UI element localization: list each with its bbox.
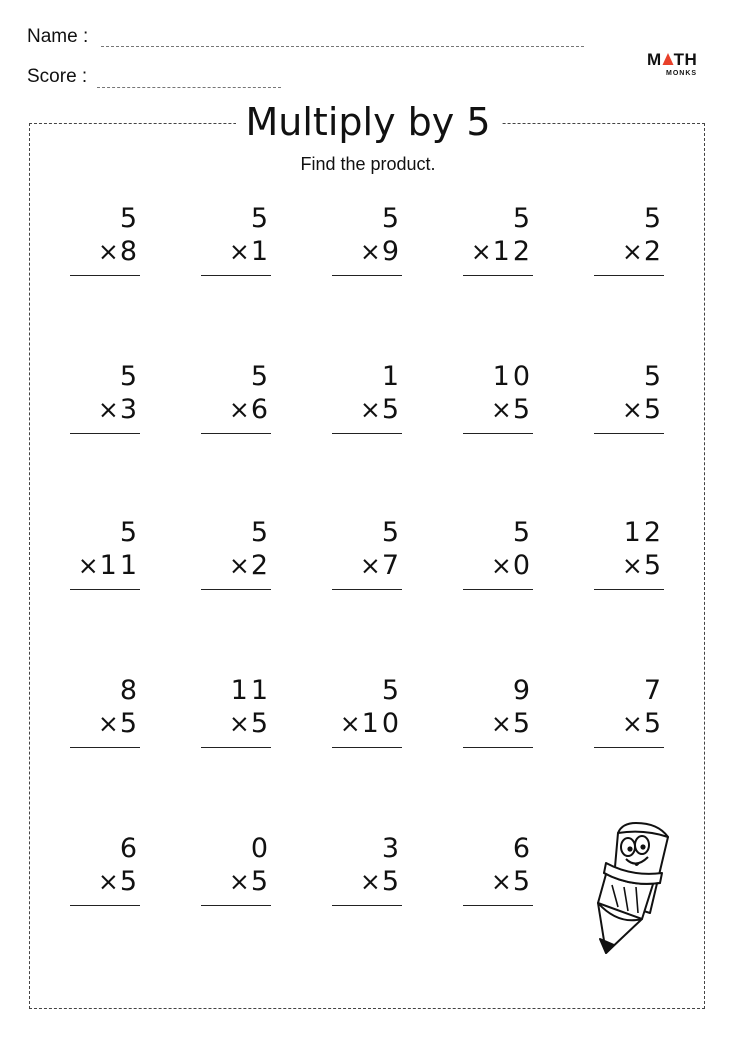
times-sign: × [359, 867, 382, 896]
worksheet-instructions: Find the product. [300, 154, 436, 174]
answer-line[interactable] [463, 589, 533, 590]
multiplier-row [491, 394, 533, 426]
problem-8 [332, 361, 402, 427]
multiplier: 5 [119, 866, 140, 897]
multiplicand: 5 [119, 517, 140, 548]
times-sign: × [490, 395, 513, 424]
answer-line[interactable] [201, 905, 271, 906]
problem-18 [332, 675, 402, 741]
multiplier: 5 [512, 394, 533, 425]
answer-line[interactable] [70, 589, 140, 590]
times-sign: × [621, 395, 644, 424]
problem-10 [594, 361, 664, 427]
multiplicand: 5 [250, 517, 271, 548]
multiplicand: 5 [381, 203, 402, 234]
problem-12 [201, 517, 271, 583]
multiplier: 6 [250, 394, 271, 425]
multiplier-row [98, 394, 140, 426]
multiplier: 5 [119, 708, 140, 739]
answer-line[interactable] [332, 433, 402, 434]
logo-subtitle: MONKS [666, 70, 698, 77]
multiplicand: 5 [643, 361, 664, 392]
multiplicand: 5 [119, 203, 140, 234]
multiplier-row [360, 236, 402, 268]
multiplier-row [98, 708, 140, 740]
multiplier: 9 [381, 236, 402, 267]
problem-21 [70, 833, 140, 899]
times-sign: × [621, 237, 644, 266]
answer-line[interactable] [70, 905, 140, 906]
multiplicand: 5 [643, 203, 664, 234]
multiplicand: 12 [623, 517, 664, 548]
multiplier: 5 [250, 866, 271, 897]
multiplier: 5 [643, 708, 664, 739]
multiplier-row [622, 394, 664, 426]
times-sign: × [470, 237, 493, 266]
problem-13 [332, 517, 402, 583]
problem-16 [70, 675, 140, 741]
name-field[interactable] [101, 46, 584, 47]
answer-line[interactable] [594, 589, 664, 590]
multiplier-row [360, 866, 402, 898]
times-sign: × [359, 551, 382, 580]
multiplicand: 9 [512, 675, 533, 706]
answer-line[interactable] [463, 275, 533, 276]
multiplier: 3 [119, 394, 140, 425]
times-sign: × [490, 709, 513, 738]
multiplier-row [471, 236, 533, 268]
problem-17 [201, 675, 271, 741]
answer-line[interactable] [332, 275, 402, 276]
problem-11 [70, 517, 140, 583]
multiplicand: 6 [119, 833, 140, 864]
times-sign: × [359, 395, 382, 424]
multiplier-row [98, 866, 140, 898]
problem-9 [463, 361, 533, 427]
multiplier-row [229, 394, 271, 426]
times-sign: × [359, 237, 382, 266]
name-label: Name : [27, 26, 89, 47]
answer-line[interactable] [463, 905, 533, 906]
multiplier: 11 [99, 550, 140, 581]
multiplier-row [229, 866, 271, 898]
problem-4 [463, 203, 533, 269]
problem-15 [594, 517, 664, 583]
answer-line[interactable] [332, 747, 402, 748]
answer-line[interactable] [70, 433, 140, 434]
multiplicand: 7 [643, 675, 664, 706]
multiplier: 5 [643, 550, 664, 581]
multiplier-row [360, 394, 402, 426]
times-sign: × [621, 709, 644, 738]
answer-line[interactable] [332, 905, 402, 906]
times-sign: × [97, 709, 120, 738]
score-field[interactable] [97, 87, 281, 88]
times-sign: × [621, 551, 644, 580]
multiplicand: 5 [381, 517, 402, 548]
multiplier-row [360, 550, 402, 582]
times-sign: × [228, 867, 251, 896]
problem-23 [332, 833, 402, 899]
multiplicand: 6 [512, 833, 533, 864]
problem-7 [201, 361, 271, 427]
answer-line[interactable] [201, 275, 271, 276]
multiplier-row [340, 708, 402, 740]
problem-6 [70, 361, 140, 427]
multiplicand: 1 [381, 361, 402, 392]
multiplicand: 5 [512, 203, 533, 234]
times-sign: × [490, 551, 513, 580]
multiplier: 10 [361, 708, 402, 739]
times-sign: × [77, 551, 100, 580]
answer-line[interactable] [70, 275, 140, 276]
multiplier: 5 [381, 394, 402, 425]
multiplier: 8 [119, 236, 140, 267]
times-sign: × [228, 237, 251, 266]
logo-letters-th: TH [673, 50, 698, 69]
multiplicand: 5 [381, 675, 402, 706]
multiplier-row [78, 550, 140, 582]
multiplicand: 0 [250, 833, 271, 864]
answer-line[interactable] [594, 433, 664, 434]
times-sign: × [97, 395, 120, 424]
multiplicand: 10 [492, 361, 533, 392]
problem-3 [332, 203, 402, 269]
multiplier-row [491, 866, 533, 898]
multiplier-row [98, 236, 140, 268]
times-sign: × [228, 395, 251, 424]
multiplicand: 5 [250, 361, 271, 392]
multiplicand: 3 [381, 833, 402, 864]
problem-19 [463, 675, 533, 741]
multiplier-row [491, 708, 533, 740]
multiplier: 5 [512, 708, 533, 739]
score-label: Score : [27, 66, 88, 87]
multiplier-row [491, 550, 533, 582]
times-sign: × [228, 551, 251, 580]
times-sign: × [490, 867, 513, 896]
problem-22 [201, 833, 271, 899]
multiplicand: 8 [119, 675, 140, 706]
multiplicand: 5 [512, 517, 533, 548]
multiplier: 5 [512, 866, 533, 897]
multiplicand: 11 [230, 675, 271, 706]
problem-1 [70, 203, 140, 269]
logo-letter-m: M [647, 50, 662, 69]
problem-14 [463, 517, 533, 583]
multiplier-row [229, 708, 271, 740]
multiplier: 2 [643, 236, 664, 267]
problem-2 [201, 203, 271, 269]
multiplier: 1 [250, 236, 271, 267]
multiplier: 5 [250, 708, 271, 739]
multiplier-row [622, 550, 664, 582]
multiplier-row [229, 236, 271, 268]
multiplier: 7 [381, 550, 402, 581]
multiplier-row [622, 708, 664, 740]
problem-24 [463, 833, 533, 899]
multiplier: 0 [512, 550, 533, 581]
answer-line[interactable] [463, 747, 533, 748]
worksheet-title: Multiply by 5 [236, 98, 501, 146]
multiplier: 12 [492, 236, 533, 267]
multiplier: 2 [250, 550, 271, 581]
multiplier: 5 [381, 866, 402, 897]
problem-5 [594, 203, 664, 269]
math-monks-logo [647, 50, 709, 84]
answer-line[interactable] [201, 433, 271, 434]
answer-line[interactable] [201, 589, 271, 590]
times-sign: × [97, 867, 120, 896]
times-sign: × [97, 237, 120, 266]
problem-20 [594, 675, 664, 741]
times-sign: × [339, 709, 362, 738]
multiplier-row [622, 236, 664, 268]
multiplier: 5 [643, 394, 664, 425]
pencil-mascot-icon [578, 815, 688, 960]
multiplicand: 5 [119, 361, 140, 392]
multiplier-row [229, 550, 271, 582]
logo-triangle-icon [662, 51, 674, 65]
times-sign: × [228, 709, 251, 738]
answer-line[interactable] [594, 747, 664, 748]
answer-line[interactable] [201, 747, 271, 748]
answer-line[interactable] [594, 275, 664, 276]
answer-line[interactable] [463, 433, 533, 434]
multiplicand: 5 [250, 203, 271, 234]
answer-line[interactable] [332, 589, 402, 590]
answer-line[interactable] [70, 747, 140, 748]
